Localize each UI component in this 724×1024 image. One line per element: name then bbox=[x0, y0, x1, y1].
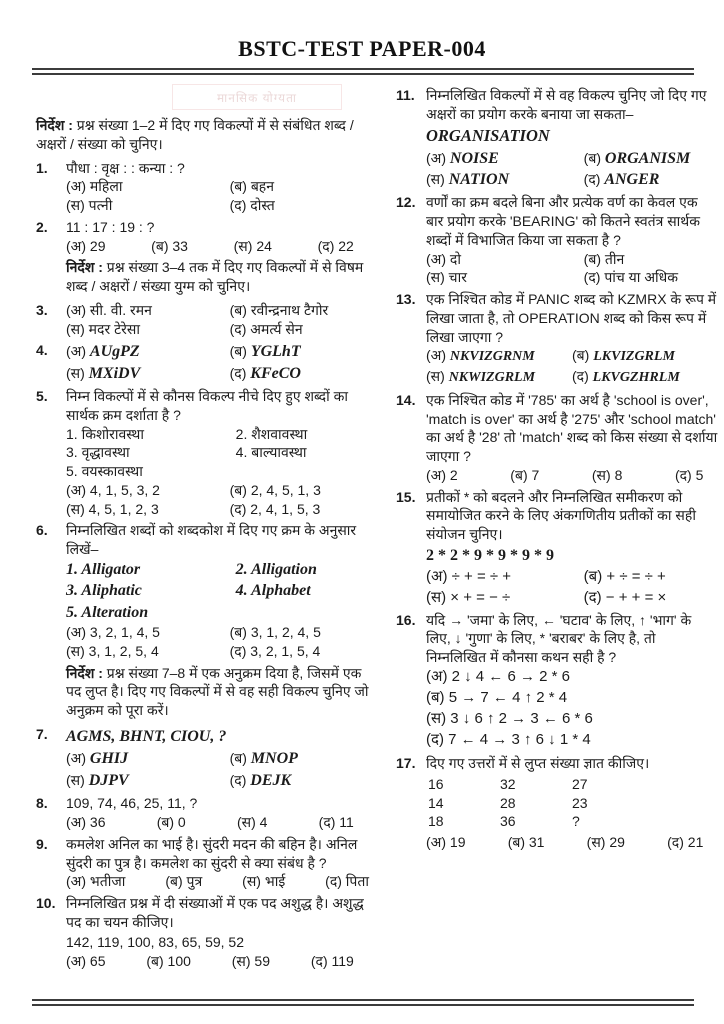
matrix-row: 16 32 27 bbox=[428, 775, 588, 792]
option: (अ) NKVIZGRNM bbox=[426, 347, 535, 365]
option: (ब) + ÷ = ÷ + bbox=[583, 568, 666, 586]
question-number: 12. bbox=[396, 194, 416, 211]
directive-1 bbox=[36, 116, 369, 154]
options-row bbox=[66, 481, 369, 519]
question-number: 4. bbox=[36, 342, 48, 359]
sequence-text: 142, 119, 100, 83, 65, 59, 52 bbox=[66, 933, 245, 950]
option: (ब) 100 bbox=[146, 953, 191, 970]
item-list bbox=[66, 559, 369, 623]
directive-text: प्रश्न संख्या 1–2 में दिए गए विकल्पों में से संबंधित शब्द / अक्षरों / संख्या को चुनिए। bbox=[36, 117, 354, 152]
list-item: 2. Alligation bbox=[235, 560, 317, 578]
question-number: 2. bbox=[36, 218, 48, 235]
options-row bbox=[426, 148, 718, 191]
question-4 bbox=[36, 341, 369, 384]
option: (ब) LKVIZGRLM bbox=[572, 347, 675, 365]
option: (अ) 2 ↓ 4 ← 6 → 2 * 6 bbox=[426, 667, 571, 685]
question-number: 10. bbox=[36, 895, 56, 911]
option: (द) 22 bbox=[317, 237, 354, 254]
list-item: 3. Aliphatic bbox=[66, 582, 142, 600]
directive-text: प्रश्न संख्या 3–4 तक में दिए गए विकल्पों में से विषम शब्द / अक्षरों / संख्या युग्म को चुनिए। bbox=[66, 259, 364, 294]
question-text: वर्णों का क्रम बदले बिना और प्रत्येक वर्ण का केवल एक बार प्रयोग करके 'BEARING' को कितने स्वतंत्र सार्थक शब्दों में विभाजित किया जा सकता है ? bbox=[426, 194, 700, 248]
option: (ब) YGLhT bbox=[229, 343, 301, 361]
option: (ब) 3, 1, 2, 4, 5 bbox=[229, 624, 321, 641]
option: (अ) ÷ + = ÷ + bbox=[426, 568, 512, 586]
option: (स) मदर टेरेसा bbox=[66, 320, 140, 337]
question-number: 3. bbox=[36, 301, 48, 318]
options-row bbox=[66, 301, 369, 339]
question-13 bbox=[396, 290, 718, 388]
option: (द) KFeCO bbox=[229, 364, 301, 382]
directive-2 bbox=[66, 258, 369, 296]
option: (ब) 7 bbox=[510, 466, 540, 483]
option: (स) MXiDV bbox=[66, 364, 141, 382]
question-14 bbox=[396, 391, 718, 485]
question-text: यदि → 'जमा' के लिए, ← 'घटाव' के लिए, ↑ 'भाग' के लिए, ↓ 'गुणा' के लिए, * 'बराबर' के लिए है, तो निम्नलिखित में कौनसा कथन सही है ? bbox=[426, 611, 692, 666]
option: (अ) महिला bbox=[66, 178, 123, 195]
option: (द) DEJK bbox=[229, 771, 292, 789]
question-number: 6. bbox=[36, 522, 48, 539]
options-row bbox=[426, 466, 718, 485]
option: (अ) 65 bbox=[66, 953, 106, 970]
option: (द) अमर्त्य सेन bbox=[229, 320, 303, 337]
option: (स) 29 bbox=[586, 834, 625, 851]
number-matrix bbox=[428, 775, 718, 831]
option: (ब) 5 → 7 ← 4 ↑ 2 * 4 bbox=[426, 688, 568, 706]
option: (स) 3, 1, 2, 5, 4 bbox=[66, 642, 159, 659]
question-17 bbox=[396, 754, 718, 852]
option: (स) 4 bbox=[236, 814, 268, 830]
option: (द) 21 bbox=[667, 834, 704, 851]
question-8 bbox=[36, 794, 369, 832]
question-number: 7. bbox=[36, 725, 48, 742]
question-5 bbox=[36, 387, 369, 518]
option: (ब) 0 bbox=[156, 814, 186, 830]
options-row bbox=[426, 346, 718, 388]
option: (अ) 36 bbox=[66, 814, 106, 830]
page-title: BSTC-TEST PAPER-004 bbox=[238, 36, 486, 61]
question-text: निम्नलिखित विकल्पों में से वह विकल्प चुनिए जो दिए गए अक्षरों का प्रयोग करके बनाया जा सकता– bbox=[426, 87, 707, 122]
option: (स) पत्नी bbox=[66, 197, 113, 213]
footer-divider bbox=[32, 999, 694, 1006]
option: (द) पिता bbox=[325, 873, 369, 890]
options-row bbox=[66, 813, 369, 832]
options-row bbox=[426, 833, 718, 852]
question-15 bbox=[396, 488, 718, 608]
list-item: 5. Alteration bbox=[66, 603, 149, 621]
question-number: 14. bbox=[396, 391, 416, 408]
question-text: कमलेश अनिल का भाई है। सुंदरी मदन की बहिन है। अनिल सुंदरी का पुत्र है। कमलेश का सुंदरी से क्या संबंध है ? bbox=[66, 835, 358, 871]
directive-3 bbox=[66, 664, 369, 720]
question-text: एक निश्चित कोड में PANIC शब्द को KZMRX के रूप में लिखा जाता है, तो OPERATION शब्द को किस रूप में लिखा जाएगा ? bbox=[426, 291, 717, 345]
question-3 bbox=[36, 301, 369, 339]
question-number: 13. bbox=[396, 291, 416, 308]
question-2 bbox=[36, 218, 369, 256]
option: (अ) AUgPZ bbox=[66, 343, 140, 361]
option: (ब) पुत्र bbox=[165, 873, 203, 890]
question-7 bbox=[36, 725, 369, 791]
list-item: 4. Alphabet bbox=[235, 582, 311, 600]
question-number: 11. bbox=[396, 87, 415, 103]
matrix-row: 18 36 ? bbox=[428, 813, 580, 830]
option: (स) चार bbox=[426, 269, 467, 286]
question-text: निम्नलिखित शब्दों को शब्दकोश में दिए गए क्रम के अनुसार लिखें– bbox=[66, 522, 357, 558]
question-number: 17. bbox=[396, 755, 416, 772]
option: (द) 5 bbox=[674, 466, 704, 483]
option: (ब) 31 bbox=[507, 834, 545, 851]
option: (स) 8 bbox=[591, 466, 623, 483]
option: (अ) दो bbox=[426, 250, 461, 267]
option: (स) DJPV bbox=[66, 771, 129, 789]
question-6 bbox=[36, 521, 369, 660]
option: (अ) GHIJ bbox=[66, 750, 129, 768]
option: (द) पांच या अधिक bbox=[583, 269, 678, 286]
options-row bbox=[66, 872, 369, 891]
question-text: निम्न विकल्पों में से कौनस विकल्प नीचे दिए हुए शब्दों का सार्थक क्रम दर्शाता है ? bbox=[66, 388, 348, 423]
question-number: 8. bbox=[36, 795, 48, 812]
watermark-box: मानसिक योग्यता bbox=[172, 84, 342, 110]
options-row bbox=[66, 341, 369, 384]
header-divider bbox=[32, 68, 694, 75]
option: (द) 11 bbox=[318, 814, 354, 830]
options-row bbox=[66, 237, 369, 256]
matrix-row: 14 28 23 bbox=[428, 794, 588, 811]
given-word: ORGANISATION bbox=[426, 125, 550, 145]
list-item: 3. वृद्धावस्था bbox=[66, 444, 130, 461]
option: (अ) सी. वी. रमन bbox=[66, 301, 152, 318]
question-text: दिए गए उत्तरों में से लुप्त संख्या ज्ञात कीजिए। bbox=[426, 755, 650, 772]
question-text: पौधा : वृक्ष : : कन्या : ? bbox=[66, 159, 185, 176]
option: (स) 3 ↓ 6 ↑ 2 → 3 ← 6 * 6 bbox=[426, 710, 593, 728]
option: (ब) ORGANISM bbox=[583, 149, 691, 167]
options-row bbox=[426, 567, 718, 607]
option: (द) LKVGZHRLM bbox=[572, 368, 680, 386]
question-number: 1. bbox=[36, 159, 48, 176]
question-1 bbox=[36, 159, 369, 215]
list-item: 5. वयस्कावस्था bbox=[66, 463, 143, 480]
question-number: 9. bbox=[36, 835, 48, 852]
options-row bbox=[66, 748, 369, 791]
option: (स) 4, 5, 1, 2, 3 bbox=[66, 500, 159, 517]
option: (स) भाई bbox=[242, 873, 286, 890]
question-number: 15. bbox=[396, 488, 416, 505]
option: (ब) MNOP bbox=[229, 750, 298, 768]
directive-label: निर्देश : bbox=[66, 259, 103, 276]
question-10 bbox=[36, 894, 369, 971]
options-row bbox=[66, 623, 369, 661]
option: (द) 3, 2, 1, 5, 4 bbox=[229, 642, 321, 659]
item-list bbox=[66, 425, 369, 481]
question-12 bbox=[396, 193, 718, 287]
question-number: 16. bbox=[396, 611, 416, 628]
option: (अ) 4, 1, 5, 3, 2 bbox=[66, 481, 160, 498]
options-row bbox=[66, 952, 369, 971]
question-text: एक निश्चित कोड में '785' का अर्थ है 'school is over', 'match is over' का अर्थ है '275' और 'school match' का अर्थ है '28' तो 'match' शब्द को किस संख्या से दर्शाया जाएगा ? bbox=[426, 391, 718, 465]
option: (द) ANGER bbox=[583, 171, 660, 189]
option: (द) 119 bbox=[310, 953, 354, 970]
question-text: 11 : 17 : 19 : ? bbox=[66, 218, 155, 235]
list-item: 1. किशोरावस्था bbox=[66, 425, 144, 442]
question-number: 5. bbox=[36, 388, 48, 405]
list-item: 1. Alligator bbox=[66, 560, 141, 578]
question-11 bbox=[396, 86, 718, 190]
question-16 bbox=[396, 611, 718, 752]
option: (अ) NOISE bbox=[426, 149, 499, 167]
right-column bbox=[396, 86, 718, 855]
question-text: 109, 74, 46, 25, 11, ? bbox=[66, 795, 198, 812]
option: (ब) 33 bbox=[151, 237, 188, 254]
directive-label: निर्देश : bbox=[66, 664, 103, 681]
option: (ब) बहन bbox=[229, 178, 275, 195]
options-column bbox=[426, 667, 718, 750]
equation-text: 2 * 2 * 9 * 9 * 9 * 9 bbox=[426, 546, 554, 564]
option: (स) 59 bbox=[231, 953, 271, 970]
option: (स) NATION bbox=[426, 171, 510, 189]
option: (अ) भतीजा bbox=[66, 873, 126, 890]
option: (स) NKWIZGRLM bbox=[426, 368, 536, 386]
left-column bbox=[36, 114, 369, 974]
option: (अ) 19 bbox=[426, 834, 466, 851]
option: (ब) 2, 4, 5, 1, 3 bbox=[229, 481, 321, 498]
option: (द) 7 ← 4 → 3 ↑ 6 ↓ 1 * 4 bbox=[426, 731, 591, 749]
option: (अ) 2 bbox=[426, 466, 458, 483]
option: (द) दोस्त bbox=[229, 197, 275, 213]
option: (स) 24 bbox=[233, 237, 272, 254]
question-9 bbox=[36, 835, 369, 891]
option: (स) × + = − ÷ bbox=[426, 588, 511, 606]
question-text: निम्नलिखित प्रश्न में दी संख्याओं में एक पद अशुद्ध है। अशुद्ध पद का चयन कीजिए। bbox=[66, 895, 364, 930]
option: (अ) 29 bbox=[66, 237, 106, 254]
option: (ब) रवीन्द्रनाथ टैगोर bbox=[229, 301, 329, 318]
option: (ब) तीन bbox=[583, 250, 625, 267]
directive-text: प्रश्न संख्या 7–8 में एक अनुक्रम दिया है, जिसमें एक पद लुप्त है। दिए गए विकल्पों में से वह सही विकल्प चुनिए जो अनुक्रम को पूरा करें। bbox=[66, 664, 369, 719]
option: (द) − + + = × bbox=[583, 588, 667, 606]
list-item: 4. बाल्यावस्था bbox=[235, 444, 307, 461]
directive-label: निर्देश : bbox=[36, 117, 73, 133]
option: (द) 2, 4, 1, 5, 3 bbox=[229, 500, 321, 517]
list-item: 2. शैशवावस्था bbox=[235, 425, 308, 442]
options-row bbox=[426, 250, 718, 288]
question-text: प्रतीकों * को बदलने और निम्नलिखित समीकरण को समायोजित करने के लिए अंकगणितीय प्रतीकों का सही संयोजन चुनिए। bbox=[426, 488, 696, 543]
options-row bbox=[66, 177, 369, 215]
option: (अ) 3, 2, 1, 4, 5 bbox=[66, 624, 160, 641]
sequence-text: AGMS, BHNT, CIOU, ? bbox=[66, 727, 227, 745]
